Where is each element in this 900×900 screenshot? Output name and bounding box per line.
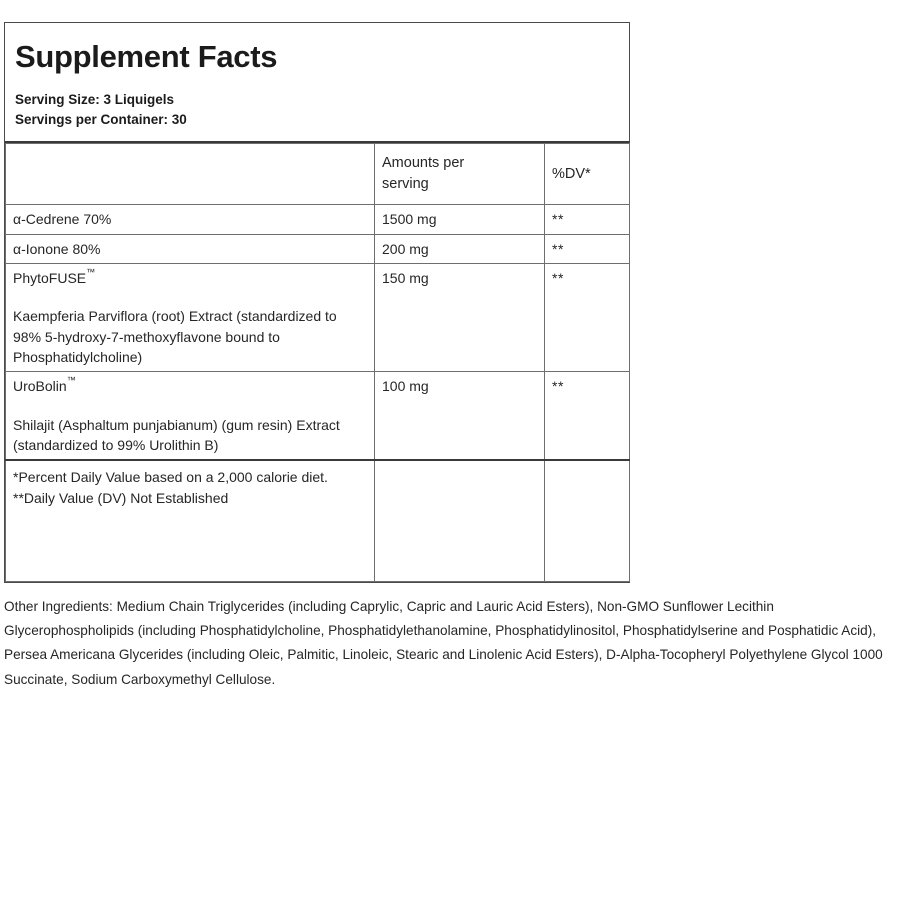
spacer bbox=[13, 397, 367, 415]
ingredient-brand: UroBolin bbox=[13, 378, 67, 395]
servings-per-container: Servings per Container: 30 bbox=[15, 112, 187, 128]
footnote-dv-cell bbox=[545, 460, 630, 582]
table-row bbox=[6, 264, 630, 372]
ingredient-amount: 200 mg bbox=[375, 234, 545, 263]
ingredient-dv: ** bbox=[545, 372, 630, 460]
trademark-mark: ™ bbox=[66, 375, 76, 386]
footnote-row bbox=[6, 460, 630, 582]
column-header-dv: %DV* bbox=[545, 144, 630, 205]
ingredient-name: α-Cedrene 70% bbox=[6, 205, 375, 234]
other-ingredients: Other Ingredients: Medium Chain Triglycerides (including Caprylic, Capric and Lauric Acid Esters), Non-GMO Sunflower Lecithin Glycerophospholipids (including Phosphatidylcholine, Phosphatidylethanolamine, Phosphatidylinositol, Phosphatidylserine and Posphatidic Acid), Persea Americana Glycerides (including Oleic, Palmitic, Linoleic, Stearic and Linolenic Acid Esters), D-Alpha-Tocopheryl Polyethylene Glycol 1000 Succinate, Sodium Carboxymethyl Cellulose. bbox=[4, 599, 883, 687]
trademark-mark: ™ bbox=[86, 267, 96, 278]
column-header-amount bbox=[375, 144, 545, 205]
page-title: Supplement Facts bbox=[15, 39, 278, 74]
panel-header bbox=[5, 23, 629, 143]
ingredient-amount: 1500 mg bbox=[375, 205, 545, 234]
ingredient-name: Kaempferia Parviflora (root) Extract (standardized to 98% 5-hydroxy-7-methoxyflavone bound to Phosphatidylcholine) bbox=[13, 308, 337, 365]
ingredient-brand: PhytoFUSE bbox=[13, 270, 87, 287]
ingredient-block bbox=[6, 372, 375, 460]
ingredient-dv: ** bbox=[545, 264, 630, 372]
ingredient-amount: 100 mg bbox=[375, 372, 545, 460]
footnotes bbox=[6, 460, 375, 582]
footnote-daily-value: *Percent Daily Value based on a 2,000 calorie diet. bbox=[13, 469, 328, 486]
ingredient-amount: 150 mg bbox=[375, 264, 545, 372]
table-row bbox=[6, 234, 630, 263]
footnote-amount-cell bbox=[375, 460, 545, 582]
ingredient-name: Shilajit (Asphaltum punjabianum) (gum resin) Extract (standardized to 99% Urolithin B) bbox=[13, 416, 340, 453]
amount-header-line2: serving bbox=[382, 176, 429, 193]
footnote-dv-not-established: **Daily Value (DV) Not Established bbox=[13, 490, 229, 507]
serving-size: Serving Size: 3 Liquigels bbox=[15, 91, 175, 107]
column-header-ingredient bbox=[6, 144, 375, 205]
supplement-facts-panel bbox=[4, 22, 630, 583]
ingredient-block bbox=[6, 264, 375, 372]
table-row bbox=[6, 205, 630, 234]
table-header-row bbox=[6, 144, 630, 205]
ingredient-dv: ** bbox=[545, 205, 630, 234]
ingredient-dv: ** bbox=[545, 234, 630, 263]
amount-header-line1: Amounts per bbox=[382, 155, 465, 172]
nutrition-table bbox=[5, 143, 630, 582]
spacer bbox=[13, 288, 367, 306]
table-row bbox=[6, 372, 630, 460]
ingredient-name: α-Ionone 80% bbox=[6, 234, 375, 263]
